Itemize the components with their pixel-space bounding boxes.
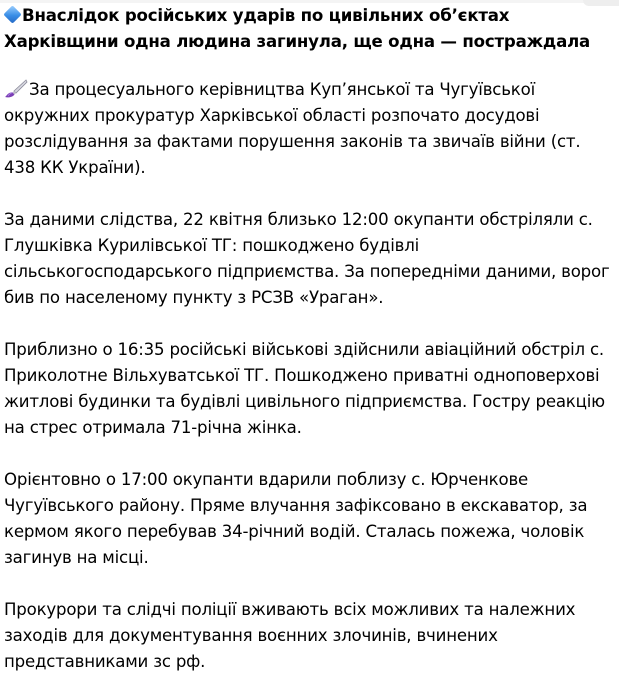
paragraph-prykolotne: Приблизно о 16:35 російські військові здійснили авіаційний обстріл с. Приколотне Вільхуватської ТГ. Пошкоджено приватні одноповерхові житлові будинки та будівлі цивільного підприємства. Гостру реакцію на стрес отримала 71-річна жінка. [4, 340, 605, 437]
large-blue-diamond-icon [4, 6, 21, 23]
spacer [4, 55, 615, 77]
paragraph-text: За процесуального керівництва Куп’янської та Чугуївської окружних прокуратур Харківської області розпочато досудові розслідування за фактами порушення законів та звичаїв війни (ст. 438 КК України). [4, 80, 581, 177]
spacer [4, 571, 615, 597]
paragraph-yurchenkove: Орієнтовно о 17:00 окупанти вдарили поблизу с. Юрченкове Чугуївського району. Пряме влучання зафіксовано в екскаватор, за кермом якого перебував 34-річний водій. Сталась пожежа, чоловік загинув на місці. [4, 470, 588, 567]
post-title: Внаслідок російських ударів по цивільних об’єктах Харківщини одна людина загинула, ще одна — постраждала [4, 6, 591, 51]
spacer [4, 311, 615, 337]
paragraph-glushkivka: За даними слідства, 22 квітня близько 12:00 окупанти обстріляли с. Глушківка Курилівської ТГ: пошкоджено будівлі сільськогосподарського підприємства. За попередніми даними, ворог бив по населеному пункту з РСЗВ «Ураган». [4, 210, 610, 307]
spacer [4, 441, 615, 467]
post-body [4, 3, 615, 675]
paintbrush-icon [4, 78, 28, 98]
spacer [4, 181, 615, 207]
paragraph-intro [4, 77, 615, 181]
paragraph-prosecutors: Прокурори та слідчі поліції вживають всіх можливих та належних заходів для документування воєнних злочинів, вчинених представниками зс рф. [4, 600, 576, 671]
post-title-line [4, 3, 615, 55]
